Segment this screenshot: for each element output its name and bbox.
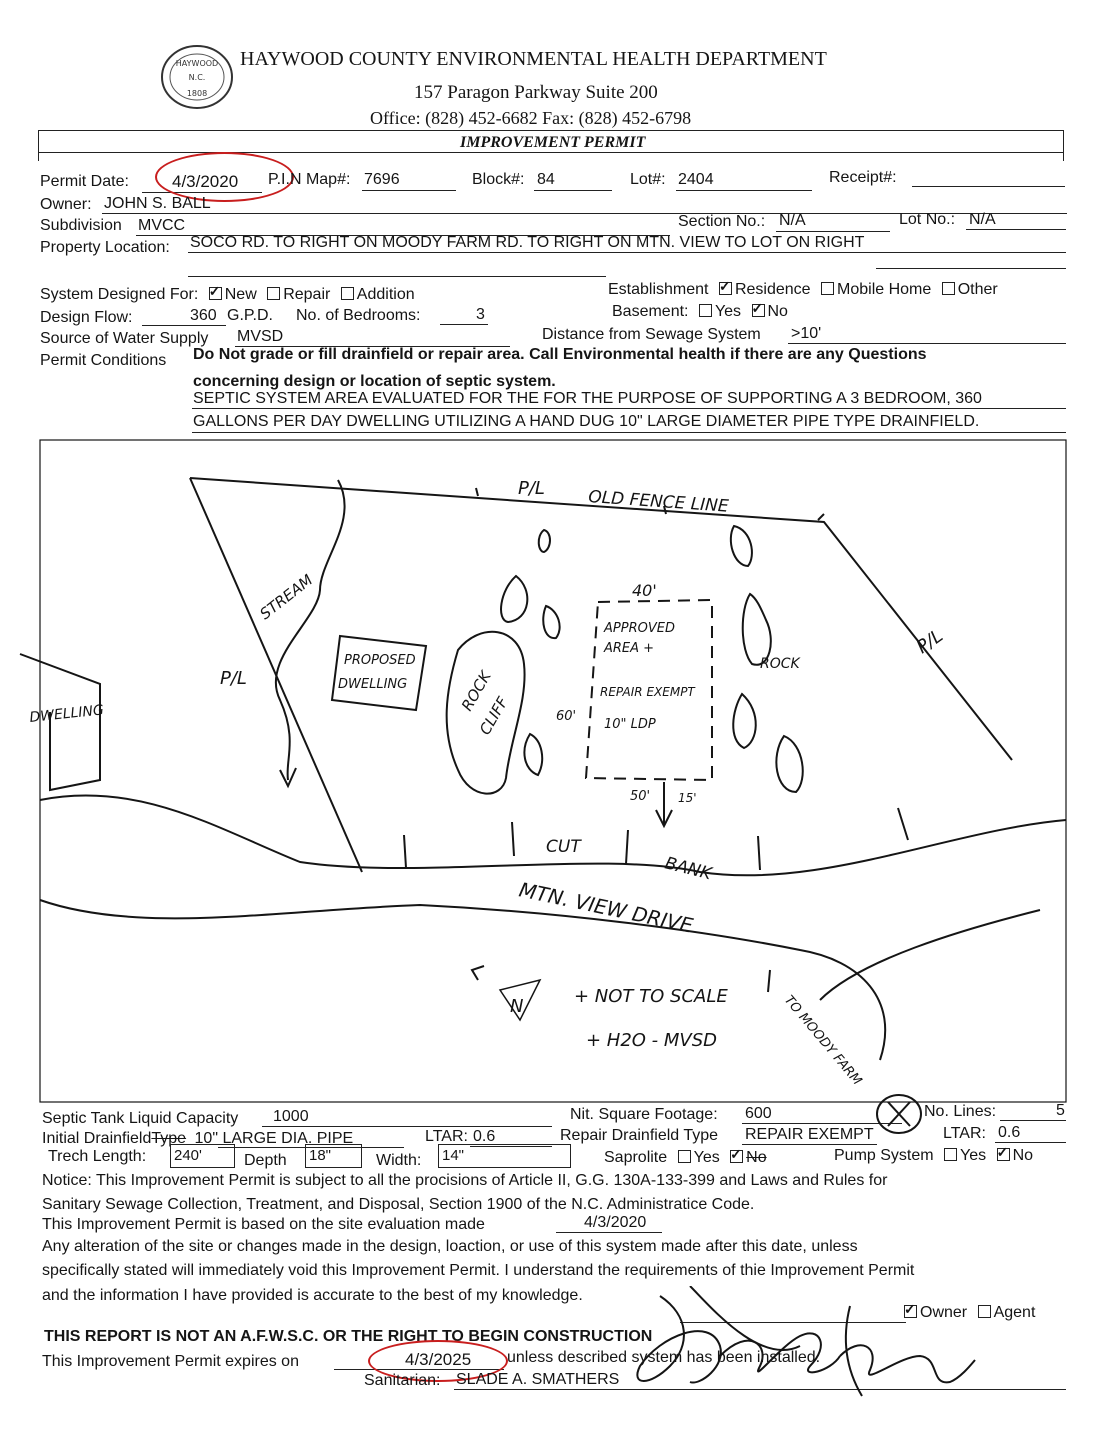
other-checkbox[interactable] [942, 282, 955, 295]
location-value: SOCO RD. TO RIGHT ON MOODY FARM RD. TO RIGHT ON MTN. VIEW TO LOT ON RIGHT [190, 234, 865, 251]
sketch-proposed-1: PROPOSED [344, 653, 416, 668]
sketch-pl-left: P/L [220, 668, 247, 689]
sketch-dim-40: 40' [632, 581, 657, 600]
ltar2-label: LTAR: [943, 1125, 986, 1142]
agent-checkbox-label: Agent [993, 1304, 1036, 1321]
sketch-cut: CUT [546, 837, 581, 857]
permit-conditions-text-1: Do Not grade or fill drainfield or repair area. Call Environmental health if there are any Questions [193, 346, 927, 363]
saprolite-yes-checkbox[interactable] [678, 1150, 691, 1163]
pump-no-checkbox[interactable] [997, 1148, 1010, 1161]
sanitarian-signature [600, 1286, 980, 1404]
bedrooms-label: No. of Bedrooms: [296, 307, 421, 324]
ltar2-value: 0.6 [998, 1124, 1021, 1141]
sketch-bank: BANK [662, 853, 714, 885]
county-seal-icon [160, 44, 234, 110]
section-value: N/A [779, 212, 806, 229]
initial-drainfield-label: Initial Drainfield [42, 1130, 152, 1147]
repair-drainfield-value: REPAIR EXEMPT [745, 1126, 874, 1143]
trench-length-field[interactable]: 240' [170, 1144, 235, 1168]
sketch-old-fence: OLD FENCE LINE [587, 487, 730, 517]
saprolite-no-checkbox[interactable] [730, 1150, 743, 1163]
site-sketch [0, 436, 1113, 1106]
permit-conditions-label: Permit Conditions [40, 352, 167, 369]
basement-no-label: No [767, 303, 788, 320]
notice-line-2: Sanitary Sewage Collection, Treatment, and Disposal, Section 1900 of the N.C. Administratice Code. [42, 1196, 755, 1213]
permit-conditions-text-2: concerning design or location of septic system. [193, 373, 556, 390]
sketch-dim-60: 60' [556, 709, 577, 724]
nit-label: Nit. Square Footage: [570, 1106, 718, 1123]
sketch-not-to-scale: + NOT TO SCALE [574, 986, 728, 1007]
distance-value: >10' [791, 325, 822, 342]
svg-text:N.C.: N.C. [188, 73, 206, 82]
sketch-proposed-2: DWELLING [338, 677, 408, 692]
pump-row [834, 1147, 1033, 1165]
department-address: 157 Paragon Parkway Suite 200 [414, 82, 658, 103]
basement-label: Basement: [612, 303, 689, 320]
system-designed-label: System Designed For: [40, 286, 199, 303]
initial-drainfield-value: 10" LARGE DIA. PIPE [194, 1130, 354, 1147]
mobile-home-label: Mobile Home [837, 281, 932, 298]
notice-line-4: Any alteration of the site or changes made in the design, loaction, or use of this system made after this date, unless [42, 1238, 858, 1255]
pump-label: Pump System [834, 1147, 934, 1164]
tank-capacity-value: 1000 [273, 1108, 309, 1125]
sanitarian-name: SLADE A. SMATHERS [456, 1371, 620, 1388]
subdivision-label: Subdivision [40, 217, 122, 234]
water-supply-value: MVSD [237, 328, 284, 345]
permit-title: IMPROVEMENT PERMIT [460, 134, 646, 151]
lines-value: 5 [1056, 1102, 1065, 1119]
ltar-value: 0.6 [473, 1128, 496, 1145]
sketch-rock: ROCK [760, 656, 800, 672]
circled-x-mark-icon [874, 1092, 924, 1136]
mobile-home-checkbox[interactable] [821, 282, 834, 295]
depth-label: Depth [244, 1152, 287, 1169]
block-value: 84 [537, 171, 555, 188]
sketch-rock-cliff-2: CLIFF [475, 693, 512, 738]
owner-label: Owner: [40, 196, 92, 213]
saprolite-row [604, 1149, 767, 1167]
sketch-stream: STREAM [256, 570, 317, 624]
sketch-pl-right: P/L [912, 625, 947, 659]
establishment-row [608, 281, 998, 299]
not-report-notice: THIS REPORT IS NOT AN A.F.W.S.C. OR THE RIGHT TO BEGIN CONSTRUCTION [44, 1328, 653, 1345]
pump-no-label: No [1012, 1147, 1034, 1164]
new-checkbox[interactable] [209, 287, 222, 300]
permit-conditions-text-4: GALLONS PER DAY DWELLING UTILIZING A HAND DUG 10" LARGE DIAMETER PIPE TYPE DRAINFIELD. [193, 413, 980, 430]
pin-value: 7696 [364, 171, 400, 188]
site-evaluation-date: 4/3/2020 [584, 1214, 647, 1231]
tank-capacity-label: Septic Tank Liquid Capacity [42, 1110, 239, 1127]
sketch-north: N [510, 996, 524, 1017]
permit-date: 4/3/2020 [172, 172, 239, 191]
saprolite-yes-label: Yes [693, 1149, 720, 1166]
svg-text:HAYWOOD: HAYWOOD [175, 59, 219, 68]
basement-yes-label: Yes [714, 303, 742, 320]
owner-checkbox-label: Owner [920, 1304, 968, 1321]
sketch-area-3: REPAIR EXEMPT [600, 685, 695, 699]
block-label: Block#: [472, 171, 525, 188]
notice-line-6: and the information I have provided is accurate to the best of my knowledge. [42, 1287, 583, 1304]
repair-checkbox[interactable] [267, 287, 280, 300]
expires-label: This Improvement Permit expires on [42, 1353, 299, 1370]
lot-label: Lot#: [630, 171, 666, 188]
sketch-rock-cliff-1: ROCK [457, 668, 495, 714]
bedrooms-value: 3 [476, 306, 485, 323]
svg-text:1808: 1808 [186, 89, 208, 98]
residence-label: Residence [734, 281, 811, 298]
sketch-dim-50: 50' [630, 789, 651, 804]
distance-label: Distance from Sewage System [542, 326, 761, 343]
ltar-label: LTAR: [425, 1128, 468, 1145]
receipt-label: Receipt#: [829, 169, 897, 186]
design-flow-value: 360 [190, 307, 217, 324]
sketch-water: + H2O - MVSD [586, 1030, 718, 1051]
lot-value: 2404 [678, 171, 714, 188]
sketch-area-1: APPROVED [604, 621, 675, 636]
residence-checkbox[interactable] [719, 282, 732, 295]
section-label: Section No.: [678, 213, 766, 230]
subdivision-value: MVCC [138, 217, 186, 234]
department-name: HAYWOOD COUNTY ENVIRONMENTAL HEALTH DEPARTMENT [240, 48, 827, 70]
expires-date: 4/3/2025 [405, 1350, 472, 1369]
system-designed-row [40, 286, 415, 304]
lotno-label: Lot No.: [899, 211, 956, 228]
trench-length-label: Trech Length: [48, 1148, 147, 1165]
notice-line-1: Notice: This Improvement Permit is subject to all the procisions of Article II, G.G. 130A-133-399 and Laws and Rules for [42, 1172, 888, 1189]
saprolite-no-label: No [746, 1149, 767, 1166]
basement-row [612, 303, 788, 321]
initial-drainfield-strike: Type [151, 1130, 187, 1147]
addition-checkbox[interactable] [341, 287, 354, 300]
pump-yes-checkbox[interactable] [944, 1148, 957, 1161]
location-label: Property Location: [40, 239, 170, 256]
basement-no-checkbox[interactable] [752, 304, 765, 317]
establishment-label: Establishment [608, 281, 709, 298]
sketch-area-4: 10" LDP [604, 717, 656, 732]
saprolite-label: Saprolite [604, 1149, 668, 1166]
sketch-dwelling: DWELLING [28, 702, 105, 726]
sketch-dim-15: 15' [678, 791, 697, 805]
design-flow-label: Design Flow: [40, 309, 133, 326]
pin-label: P.I.N Map#: [268, 171, 351, 188]
other-label: Other [957, 281, 998, 298]
expires-tail: unless described system has been installed. [507, 1349, 821, 1366]
permit-date-label: Permit Date: [40, 173, 129, 190]
site-evaluation-label: This Improvement Permit is based on the site evaluation made [42, 1216, 485, 1233]
department-contact: Office: (828) 452-6682 Fax: (828) 452-6798 [370, 108, 692, 128]
water-supply-label: Source of Water Supply [40, 330, 209, 347]
sanitarian-label: Sanitarian: [364, 1372, 441, 1389]
permit-conditions-text-3: SEPTIC SYSTEM AREA EVALUATED FOR THE FOR THE PURPOSE OF SUPPORTING A 3 BEDROOM, 360 [193, 390, 982, 407]
sketch-to-moody: TO MOODY FARM [780, 992, 865, 1089]
addition-label: Addition [356, 286, 415, 303]
width-field[interactable]: 14" [438, 1144, 571, 1168]
sketch-pl-top: P/L [518, 478, 545, 499]
lotno-value: N/A [969, 211, 996, 228]
repair-label: Repair [283, 286, 331, 303]
pump-yes-label: Yes [960, 1147, 987, 1164]
basement-yes-checkbox[interactable] [699, 304, 712, 317]
notice-line-5: specifically stated will immediately void this Improvement Permit. I understand the requirements of thie Improvement Permit [42, 1262, 915, 1279]
nit-value: 600 [745, 1105, 772, 1122]
owner-value: JOHN S. BALL [104, 195, 211, 212]
sketch-area-2: AREA + [604, 641, 655, 656]
repair-drainfield-label: Repair Drainfield Type [560, 1127, 719, 1144]
depth-field[interactable]: 18" [305, 1144, 362, 1168]
sketch-road: MTN. VIEW DRIVE [516, 877, 696, 938]
lines-label: No. Lines: [924, 1103, 997, 1120]
design-flow-unit: G.P.D. [227, 307, 273, 324]
width-label: Width: [376, 1152, 422, 1169]
new-label: New [224, 286, 257, 303]
